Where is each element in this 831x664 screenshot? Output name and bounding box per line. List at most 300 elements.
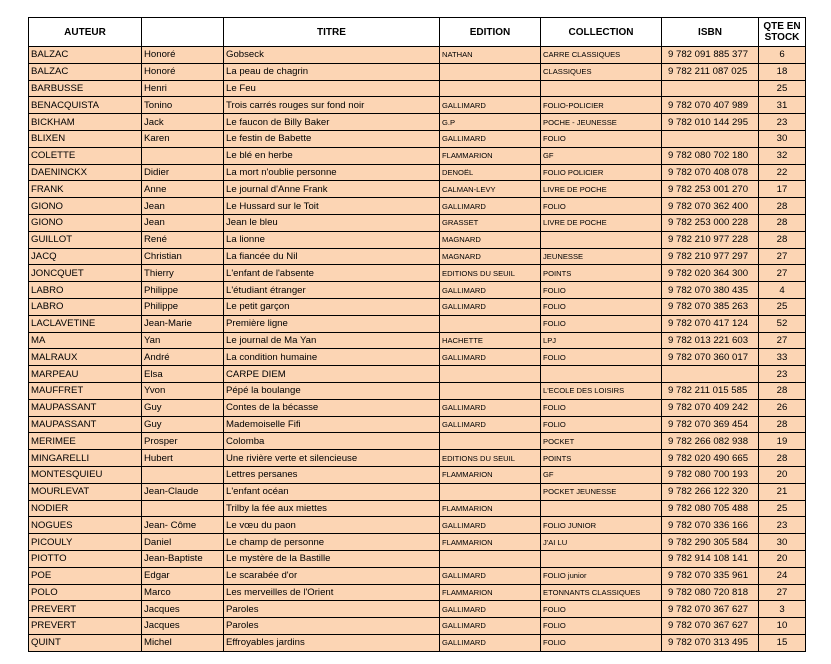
cell-prenom[interactable]: Jack [142,114,224,131]
header-qte-line2: STOCK [764,32,800,43]
cell-qte[interactable]: 15 [759,634,806,651]
cell-qte[interactable]: 28 [759,382,806,399]
cell-prenom[interactable]: Prosper [142,433,224,450]
cell-collection[interactable]: FOLIO JUNIOR [541,517,662,534]
cell-prenom[interactable]: Yvon [142,382,224,399]
cell-titre[interactable]: La lionne [224,231,440,248]
cell-titre[interactable]: Effroyables jardins [224,634,440,651]
cell-qte[interactable]: 17 [759,181,806,198]
cell-qte[interactable]: 30 [759,130,806,147]
cell-titre[interactable]: L'enfant de l'absente [224,265,440,282]
cell-isbn[interactable] [662,366,759,383]
cell-auteur[interactable]: GIONO [29,214,142,231]
cell-qte[interactable]: 10 [759,618,806,635]
cell-titre[interactable]: Colomba [224,433,440,450]
cell-collection[interactable]: GF [541,466,662,483]
cell-edition[interactable]: GRASSET [440,214,541,231]
cell-prenom[interactable]: Thierry [142,265,224,282]
cell-edition[interactable] [440,433,541,450]
cell-qte[interactable]: 23 [759,366,806,383]
cell-titre[interactable]: Le Feu [224,80,440,97]
cell-titre[interactable]: Le festin de Babette [224,130,440,147]
cell-isbn[interactable]: 9 782 914 108 141 [662,550,759,567]
cell-collection[interactable]: ETONNANTS CLASSIQUES [541,584,662,601]
cell-prenom[interactable]: Henri [142,80,224,97]
cell-isbn[interactable]: 9 782 253 001 270 [662,181,759,198]
cell-auteur[interactable]: BICKHAM [29,114,142,131]
cell-edition[interactable] [440,63,541,80]
cell-collection[interactable]: FOLIO [541,198,662,215]
table-row [29,500,806,517]
cell-titre[interactable]: Le Hussard sur le Toit [224,198,440,215]
cell-isbn[interactable]: 9 782 253 000 228 [662,214,759,231]
cell-edition[interactable]: DENOËL [440,164,541,181]
cell-qte[interactable]: 33 [759,349,806,366]
cell-auteur[interactable]: MARPEAU [29,366,142,383]
cell-isbn[interactable]: 9 782 070 385 263 [662,298,759,315]
cell-collection[interactable]: FOLIO [541,282,662,299]
cell-auteur[interactable]: GIONO [29,198,142,215]
cell-collection[interactable]: J'AI LU [541,534,662,551]
book-stock-table [28,17,806,652]
cell-isbn[interactable]: 9 782 070 408 078 [662,164,759,181]
cell-isbn[interactable]: 9 782 080 705 488 [662,500,759,517]
cell-prenom[interactable]: Karen [142,130,224,147]
cell-edition[interactable]: CALMAN-LEVY [440,181,541,198]
cell-prenom[interactable]: Jean- Côme [142,517,224,534]
table-row [29,433,806,450]
cell-qte[interactable]: 30 [759,534,806,551]
cell-prenom[interactable]: Anne [142,181,224,198]
cell-prenom[interactable]: Guy [142,416,224,433]
cell-collection[interactable] [541,366,662,383]
cell-qte[interactable]: 26 [759,399,806,416]
cell-auteur[interactable]: MOURLEVAT [29,483,142,500]
cell-prenom[interactable] [142,147,224,164]
cell-titre[interactable]: Lettres persanes [224,466,440,483]
cell-prenom[interactable]: André [142,349,224,366]
cell-edition[interactable]: FLAMMARION [440,466,541,483]
cell-auteur[interactable]: MAUPASSANT [29,399,142,416]
cell-qte[interactable]: 24 [759,567,806,584]
cell-qte[interactable]: 27 [759,265,806,282]
cell-collection[interactable]: LIVRE DE POCHE [541,214,662,231]
cell-isbn[interactable]: 9 782 010 144 295 [662,114,759,131]
cell-isbn[interactable]: 9 782 290 305 584 [662,534,759,551]
cell-qte[interactable]: 25 [759,500,806,517]
cell-auteur[interactable]: PIOTTO [29,550,142,567]
header-qte-line1: QTE EN [763,21,801,32]
cell-isbn[interactable]: 9 782 070 313 495 [662,634,759,651]
table-row [29,517,806,534]
cell-auteur[interactable]: PREVERT [29,618,142,635]
cell-qte[interactable]: 20 [759,550,806,567]
table-row [29,450,806,467]
table-row [29,248,806,265]
cell-isbn[interactable]: 9 782 211 015 585 [662,382,759,399]
cell-qte[interactable]: 19 [759,433,806,450]
cell-titre[interactable]: Jean le bleu [224,214,440,231]
cell-auteur[interactable]: MERIMEE [29,433,142,450]
cell-qte[interactable]: 23 [759,517,806,534]
cell-auteur[interactable]: BLIXEN [29,130,142,147]
cell-titre[interactable]: La condition humaine [224,349,440,366]
cell-isbn[interactable]: 9 782 070 367 627 [662,601,759,618]
cell-auteur[interactable]: POE [29,567,142,584]
cell-auteur[interactable]: LACLAVETINE [29,315,142,332]
cell-edition[interactable]: GALLIMARD [440,298,541,315]
header-collection: COLLECTION [541,18,662,47]
cell-prenom[interactable]: Tonino [142,97,224,114]
cell-qte[interactable]: 27 [759,332,806,349]
cell-titre[interactable]: Pépé la boulange [224,382,440,399]
cell-prenom[interactable]: Philippe [142,282,224,299]
cell-edition[interactable]: GALLIMARD [440,416,541,433]
cell-edition[interactable]: GALLIMARD [440,349,541,366]
cell-qte[interactable]: 28 [759,214,806,231]
cell-prenom[interactable]: Philippe [142,298,224,315]
cell-collection[interactable]: FOLIO [541,399,662,416]
cell-titre[interactable]: La fiancée du Nil [224,248,440,265]
table-row [29,601,806,618]
cell-titre[interactable]: Contes de la bécasse [224,399,440,416]
cell-prenom[interactable] [142,466,224,483]
cell-qte[interactable]: 21 [759,483,806,500]
cell-collection[interactable]: L'ECOLE DES LOISIRS [541,382,662,399]
cell-edition[interactable]: FLAMMARION [440,584,541,601]
cell-isbn[interactable]: 9 782 070 369 454 [662,416,759,433]
cell-prenom[interactable]: Honoré [142,63,224,80]
cell-prenom[interactable]: Guy [142,399,224,416]
cell-isbn[interactable] [662,80,759,97]
table-row [29,567,806,584]
cell-edition[interactable]: GALLIMARD [440,130,541,147]
cell-edition[interactable]: NATHAN [440,47,541,64]
cell-auteur[interactable]: MAUFFRET [29,382,142,399]
cell-edition[interactable]: GALLIMARD [440,97,541,114]
cell-collection[interactable]: POCKET [541,433,662,450]
cell-isbn[interactable]: 9 782 020 490 665 [662,450,759,467]
cell-prenom[interactable]: Jean-Marie [142,315,224,332]
cell-auteur[interactable]: MALRAUX [29,349,142,366]
cell-collection[interactable]: JEUNESSE [541,248,662,265]
cell-prenom[interactable]: Daniel [142,534,224,551]
cell-titre[interactable]: Première ligne [224,315,440,332]
cell-auteur[interactable]: DAENINCKX [29,164,142,181]
cell-isbn[interactable]: 9 782 210 977 228 [662,231,759,248]
cell-collection[interactable]: FOLIO [541,618,662,635]
cell-qte[interactable]: 28 [759,450,806,467]
cell-edition[interactable]: G.P [440,114,541,131]
cell-collection[interactable]: FOLIO [541,130,662,147]
cell-isbn[interactable]: 9 782 070 360 017 [662,349,759,366]
cell-collection[interactable] [541,550,662,567]
cell-prenom[interactable]: Jean [142,214,224,231]
cell-collection[interactable]: FOLIO [541,349,662,366]
table-row [29,416,806,433]
header-prenom [142,18,224,47]
cell-prenom[interactable]: Michel [142,634,224,651]
table-row [29,584,806,601]
cell-prenom[interactable]: Honoré [142,47,224,64]
cell-edition[interactable]: HACHETTE [440,332,541,349]
table-row [29,147,806,164]
cell-collection[interactable]: FOLIO junior [541,567,662,584]
cell-isbn[interactable]: 9 782 091 885 377 [662,47,759,64]
table-row [29,80,806,97]
cell-qte[interactable]: 28 [759,231,806,248]
table-row [29,534,806,551]
cell-collection[interactable] [541,231,662,248]
cell-prenom[interactable]: Jean-Baptiste [142,550,224,567]
cell-collection[interactable]: POINTS [541,265,662,282]
cell-collection[interactable]: POCHE - JEUNESSE [541,114,662,131]
cell-prenom[interactable]: René [142,231,224,248]
cell-titre[interactable]: Le vœu du paon [224,517,440,534]
cell-auteur[interactable]: PICOULY [29,534,142,551]
cell-collection[interactable]: FOLIO [541,315,662,332]
cell-edition[interactable]: GALLIMARD [440,282,541,299]
table-row [29,382,806,399]
cell-edition[interactable]: EDITIONS DU SEUIL [440,265,541,282]
cell-titre[interactable]: Gobseck [224,47,440,64]
cell-auteur[interactable]: MA [29,332,142,349]
table-row [29,282,806,299]
cell-qte[interactable]: 22 [759,164,806,181]
cell-titre[interactable]: Le petit garçon [224,298,440,315]
cell-qte[interactable]: 52 [759,315,806,332]
table-row [29,130,806,147]
cell-qte[interactable]: 27 [759,584,806,601]
cell-collection[interactable]: POCKET JEUNESSE [541,483,662,500]
cell-collection[interactable] [541,500,662,517]
table-row [29,483,806,500]
cell-auteur[interactable]: LABRO [29,282,142,299]
table-row [29,332,806,349]
header-titre: TITRE [224,18,440,47]
cell-titre[interactable]: Le blé en herbe [224,147,440,164]
table-body [29,47,806,652]
cell-isbn[interactable]: 9 782 080 720 818 [662,584,759,601]
cell-isbn[interactable]: 9 782 080 702 180 [662,147,759,164]
cell-edition[interactable] [440,483,541,500]
cell-qte[interactable]: 18 [759,63,806,80]
cell-collection[interactable]: GF [541,147,662,164]
cell-edition[interactable]: FLAMMARION [440,500,541,517]
cell-prenom[interactable] [142,500,224,517]
cell-titre[interactable]: Le journal de Ma Yan [224,332,440,349]
cell-collection[interactable]: POINTS [541,450,662,467]
cell-prenom[interactable]: Jacques [142,618,224,635]
cell-edition[interactable]: EDITIONS DU SEUIL [440,450,541,467]
cell-qte[interactable]: 28 [759,416,806,433]
table-row [29,366,806,383]
cell-qte[interactable]: 6 [759,47,806,64]
table-row [29,63,806,80]
cell-collection[interactable]: FOLIO-POLICIER [541,97,662,114]
cell-auteur[interactable]: LABRO [29,298,142,315]
cell-titre[interactable]: La peau de chagrin [224,63,440,80]
table-row [29,198,806,215]
cell-titre[interactable]: Le champ de personne [224,534,440,551]
cell-edition[interactable]: GALLIMARD [440,399,541,416]
table-row [29,298,806,315]
cell-edition[interactable]: FLAMMARION [440,534,541,551]
cell-qte[interactable]: 23 [759,114,806,131]
cell-auteur[interactable]: BARBUSSE [29,80,142,97]
cell-auteur[interactable]: COLETTE [29,147,142,164]
cell-isbn[interactable]: 9 782 210 977 297 [662,248,759,265]
cell-edition[interactable] [440,80,541,97]
cell-edition[interactable] [440,550,541,567]
cell-collection[interactable]: FOLIO [541,298,662,315]
cell-auteur[interactable]: PREVERT [29,601,142,618]
cell-prenom[interactable]: Edgar [142,567,224,584]
cell-isbn[interactable]: 9 782 070 380 435 [662,282,759,299]
cell-auteur[interactable]: FRANK [29,181,142,198]
cell-auteur[interactable]: BALZAC [29,63,142,80]
cell-edition[interactable]: GALLIMARD [440,198,541,215]
cell-titre[interactable]: Mademoiselle Fifi [224,416,440,433]
cell-qte[interactable]: 4 [759,282,806,299]
cell-isbn[interactable]: 9 782 070 335 961 [662,567,759,584]
cell-auteur[interactable]: MINGARELLI [29,450,142,467]
table-row [29,618,806,635]
cell-auteur[interactable]: JONCQUET [29,265,142,282]
cell-isbn[interactable]: 9 782 211 087 025 [662,63,759,80]
cell-edition[interactable] [440,382,541,399]
cell-isbn[interactable]: 9 782 070 336 166 [662,517,759,534]
cell-isbn[interactable]: 9 782 266 082 938 [662,433,759,450]
cell-titre[interactable]: Le mystère de la Bastille [224,550,440,567]
cell-isbn[interactable]: 9 782 070 417 124 [662,315,759,332]
cell-auteur[interactable]: MAUPASSANT [29,416,142,433]
cell-edition[interactable]: FLAMMARION [440,147,541,164]
header-qte [759,18,806,47]
cell-qte[interactable]: 27 [759,248,806,265]
cell-titre[interactable]: Une rivière verte et silencieuse [224,450,440,467]
cell-isbn[interactable]: 9 782 070 409 242 [662,399,759,416]
cell-collection[interactable]: CARRE CLASSIQUES [541,47,662,64]
table-row [29,164,806,181]
cell-titre[interactable]: Le faucon de Billy Baker [224,114,440,131]
cell-isbn[interactable]: 9 782 013 221 603 [662,332,759,349]
cell-isbn[interactable]: 9 782 080 700 193 [662,466,759,483]
cell-prenom[interactable]: Didier [142,164,224,181]
table-row [29,265,806,282]
cell-isbn[interactable]: 9 782 070 407 989 [662,97,759,114]
cell-titre[interactable]: L'enfant océan [224,483,440,500]
cell-qte[interactable]: 20 [759,466,806,483]
table-row [29,181,806,198]
cell-collection[interactable]: LIVRE DE POCHE [541,181,662,198]
cell-titre[interactable]: Le scarabée d'or [224,567,440,584]
cell-titre[interactable]: Paroles [224,618,440,635]
cell-prenom[interactable]: Elsa [142,366,224,383]
table-row [29,349,806,366]
cell-auteur[interactable]: POLO [29,584,142,601]
header-row [29,18,806,47]
table-row [29,47,806,64]
spreadsheet [28,17,806,652]
table-row [29,214,806,231]
cell-collection[interactable]: CLASSIQUES [541,63,662,80]
cell-auteur[interactable]: QUINT [29,634,142,651]
cell-prenom[interactable]: Jacques [142,601,224,618]
cell-collection[interactable]: FOLIO [541,416,662,433]
cell-edition[interactable]: MAGNARD [440,231,541,248]
cell-qte[interactable]: 31 [759,97,806,114]
cell-titre[interactable]: Le journal d'Anne Frank [224,181,440,198]
cell-titre[interactable]: La mort n'oublie personne [224,164,440,181]
cell-isbn[interactable]: 9 782 070 367 627 [662,618,759,635]
cell-qte[interactable]: 3 [759,601,806,618]
cell-prenom[interactable]: Jean-Claude [142,483,224,500]
cell-auteur[interactable]: NODIER [29,500,142,517]
cell-edition[interactable]: GALLIMARD [440,517,541,534]
cell-auteur[interactable]: GUILLOT [29,231,142,248]
cell-prenom[interactable]: Christian [142,248,224,265]
cell-qte[interactable]: 25 [759,298,806,315]
cell-prenom[interactable]: Hubert [142,450,224,467]
cell-qte[interactable]: 25 [759,80,806,97]
cell-collection[interactable]: LPJ [541,332,662,349]
cell-isbn[interactable]: 9 782 070 362 400 [662,198,759,215]
cell-collection[interactable] [541,80,662,97]
cell-isbn[interactable]: 9 782 020 364 300 [662,265,759,282]
cell-prenom[interactable]: Marco [142,584,224,601]
cell-edition[interactable]: GALLIMARD [440,618,541,635]
cell-collection[interactable]: FOLIO POLICIER [541,164,662,181]
cell-auteur[interactable]: BENACQUISTA [29,97,142,114]
cell-auteur[interactable]: NOGUES [29,517,142,534]
cell-titre[interactable]: Trilby la fée aux miettes [224,500,440,517]
header-isbn: ISBN [662,18,759,47]
cell-titre[interactable]: Paroles [224,601,440,618]
cell-titre[interactable]: Les merveilles de l'Orient [224,584,440,601]
header-edition: EDITION [440,18,541,47]
cell-titre[interactable]: L'étudiant étranger [224,282,440,299]
cell-prenom[interactable]: Jean [142,198,224,215]
cell-edition[interactable]: MAGNARD [440,248,541,265]
cell-titre[interactable]: Trois carrés rouges sur fond noir [224,97,440,114]
cell-auteur[interactable]: MONTESQUIEU [29,466,142,483]
cell-edition[interactable]: GALLIMARD [440,601,541,618]
cell-titre[interactable]: CARPE DIEM [224,366,440,383]
cell-qte[interactable]: 28 [759,198,806,215]
table-row [29,550,806,567]
cell-prenom[interactable]: Yan [142,332,224,349]
cell-isbn[interactable] [662,130,759,147]
table-row [29,399,806,416]
table-row [29,634,806,651]
header-auteur: AUTEUR [29,18,142,47]
table-row [29,466,806,483]
cell-edition[interactable] [440,315,541,332]
table-row [29,114,806,131]
cell-edition[interactable]: GALLIMARD [440,634,541,651]
cell-auteur[interactable]: JACQ [29,248,142,265]
cell-edition[interactable]: GALLIMARD [440,567,541,584]
cell-auteur[interactable]: BALZAC [29,47,142,64]
cell-isbn[interactable]: 9 782 266 122 320 [662,483,759,500]
table-row [29,315,806,332]
cell-collection[interactable]: FOLIO [541,634,662,651]
table-row [29,231,806,248]
cell-collection[interactable]: FOLIO [541,601,662,618]
cell-edition[interactable] [440,366,541,383]
cell-qte[interactable]: 32 [759,147,806,164]
